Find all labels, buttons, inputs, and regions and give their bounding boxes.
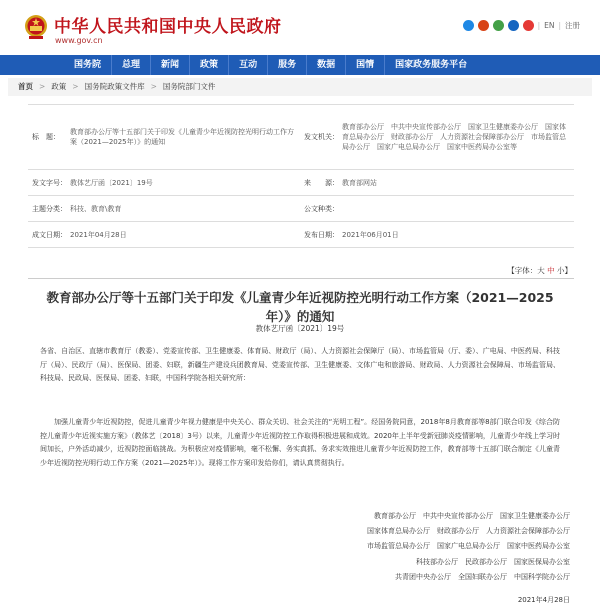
breadcrumb: 首页 > 政策 > 国务院政策文件库 > 国务院部门文件: [8, 78, 592, 96]
signer-line: 国家体育总局办公厅 财政部办公厅 人力资源社会保障部办公厅: [367, 527, 570, 536]
signer-line: 共青团中央办公厅 全国妇联办公厅 中国科学院办公厅: [395, 572, 570, 581]
font-size-small[interactable]: 小: [557, 266, 565, 275]
meta-published-date-value: 2021年06月01日: [342, 230, 399, 239]
content-divider: [28, 278, 574, 279]
meta-category-label: 主题分类：: [32, 204, 67, 213]
meta-title-value: 教育部办公厅等十五部门关于印发《儿童青少年近视防控光明行动工作方案（2021—2025年）》的通知: [70, 128, 294, 146]
meta-written-date-label: 成文日期：: [32, 230, 67, 239]
app-icon[interactable]: [508, 20, 519, 31]
font-size-control: 【字体：大 中 小】: [507, 266, 572, 275]
weibo-icon[interactable]: [478, 20, 489, 31]
utility-links: | EN | 注册: [463, 20, 580, 31]
mobile-icon[interactable]: [523, 20, 534, 31]
meta-issuer-value: 教育部办公厅 中共中央宣传部办公厅 国家卫生健康委办公厅 国家体育总局办公厅 财政部办公厅 人力资源社会保障部办公厅 市场监管总局办公厅 国家广电总局办公厅 国家中医药局办公室等: [342, 123, 566, 151]
article-date: 2021年4月28日: [517, 596, 570, 604]
meta-written-date-value: 2021年04月28日: [70, 230, 127, 239]
nav-item-zongli[interactable]: 总理: [112, 55, 151, 75]
lang-en-link[interactable]: EN: [544, 21, 555, 30]
article-title: 教育部办公厅等十五部门关于印发《儿童青少年近视防控光明行动工作方案（2021—2025年）》的通知: [46, 290, 554, 324]
register-link[interactable]: 注册: [565, 21, 580, 30]
signer-line: 市场监管总局办公厅 国家广电总局办公厅 国家中医药局办公室: [367, 542, 570, 551]
meta-row: [28, 105, 574, 170]
nav-item-fuwu[interactable]: 服务: [268, 55, 307, 75]
article-signers: [270, 509, 570, 585]
meta-row: [28, 222, 574, 248]
site-header: [0, 0, 600, 55]
nav-item-shuju[interactable]: 数据: [307, 55, 346, 75]
accessibility-icon[interactable]: [463, 20, 474, 31]
meta-issuer-label: 发文机关：: [304, 133, 339, 141]
signer-line: 科技部办公厅 民政部办公厅 国家医保局办公室: [416, 557, 570, 566]
breadcrumb-policy-library[interactable]: 国务院政策文件库: [84, 82, 145, 91]
font-size-medium[interactable]: 中: [547, 266, 555, 275]
nav-item-zhengce[interactable]: 政策: [190, 55, 229, 75]
meta-row: [28, 196, 574, 222]
meta-row: [28, 170, 574, 196]
breadcrumb-home[interactable]: 首页: [18, 82, 33, 91]
meta-category-value: 科技、教育\教育: [70, 204, 122, 213]
article-recipients: 各省、自治区、直辖市教育厅（教委）、党委宣传部、卫生健康委、体育局、财政厅（局）、人力资源社会保障厅（局）、市场监管局（厅、委）、广电局、中医药局、科技厅（局）、民政厅（局）、医保局、团委、妇联，新疆生产建设兵团教育局、党委宣传部、卫生健康委、文体广电和旅游局、财政局、人力资源社会保障局、市场监管局、科技局、民政局、医保局、团委、妇联，中国科学院各相关研究所：: [40, 347, 560, 383]
meta-docnum-label: 发文字号：: [32, 178, 67, 187]
meta-published-date-label: 发布日期：: [304, 230, 339, 239]
national-emblem-icon[interactable]: [24, 14, 48, 40]
nav-item-guowuyuan[interactable]: 国务院: [64, 55, 112, 75]
signer-line: 教育部办公厅 中共中央宣传部办公厅 国家卫生健康委办公厅: [374, 512, 570, 520]
wechat-icon[interactable]: [493, 20, 504, 31]
meta-source-value: 教育部网站: [342, 178, 377, 187]
breadcrumb-dept-docs[interactable]: 国务院部门文件: [162, 82, 216, 91]
article-docno: 教体艺厅函〔2021〕19号: [255, 324, 345, 333]
font-size-large[interactable]: 大: [537, 266, 545, 275]
nav-item-hudong[interactable]: 互动: [229, 55, 268, 75]
nav-item-zhengwu-platform[interactable]: 国家政务服务平台: [395, 60, 468, 70]
site-url: www.gov.cn: [55, 36, 103, 45]
article-paragraph: 加强儿童青少年近视防控，促进儿童青少年视力健康是中央关心、群众关切、社会关注的“光明工程”。经国务院同意，2018年8月教育部等8部门联合印发《综合防控儿童青少年近视实施方案》（教体艺〔2018〕3号）以来，儿童青少年近视防控工作取得积极进展和成效。2020年上半年受新冠肺炎疫情影响，儿童青少年线上学习时间加长，户外活动减少，近视防控面临挑战。为积极应对疫情影响，毫不松懈、务实真抓、务求实效推进儿童青少年近视防控工作，教育部等十五部门联合制定《儿童青少年近视防控光明行动工作方案（2021—2025年）》。现将工作方案印发给你们，请认真贯彻执行。: [40, 418, 560, 467]
nav-item-guoqing[interactable]: 国情: [346, 55, 385, 75]
meta-title-label: 标 题：: [32, 133, 60, 141]
nav-item-xinwen[interactable]: 新闻: [151, 55, 190, 75]
main-nav: [0, 55, 600, 75]
meta-source-label: 来 源：: [304, 178, 339, 187]
breadcrumb-policy[interactable]: 政策: [51, 82, 67, 91]
document-meta-table: [28, 104, 574, 248]
meta-type-label: 公文种类：: [304, 204, 339, 213]
site-title[interactable]: 中华人民共和国中央人民政府: [54, 17, 282, 37]
meta-docnum-value: 教体艺厅函〔2021〕19号: [70, 178, 153, 187]
